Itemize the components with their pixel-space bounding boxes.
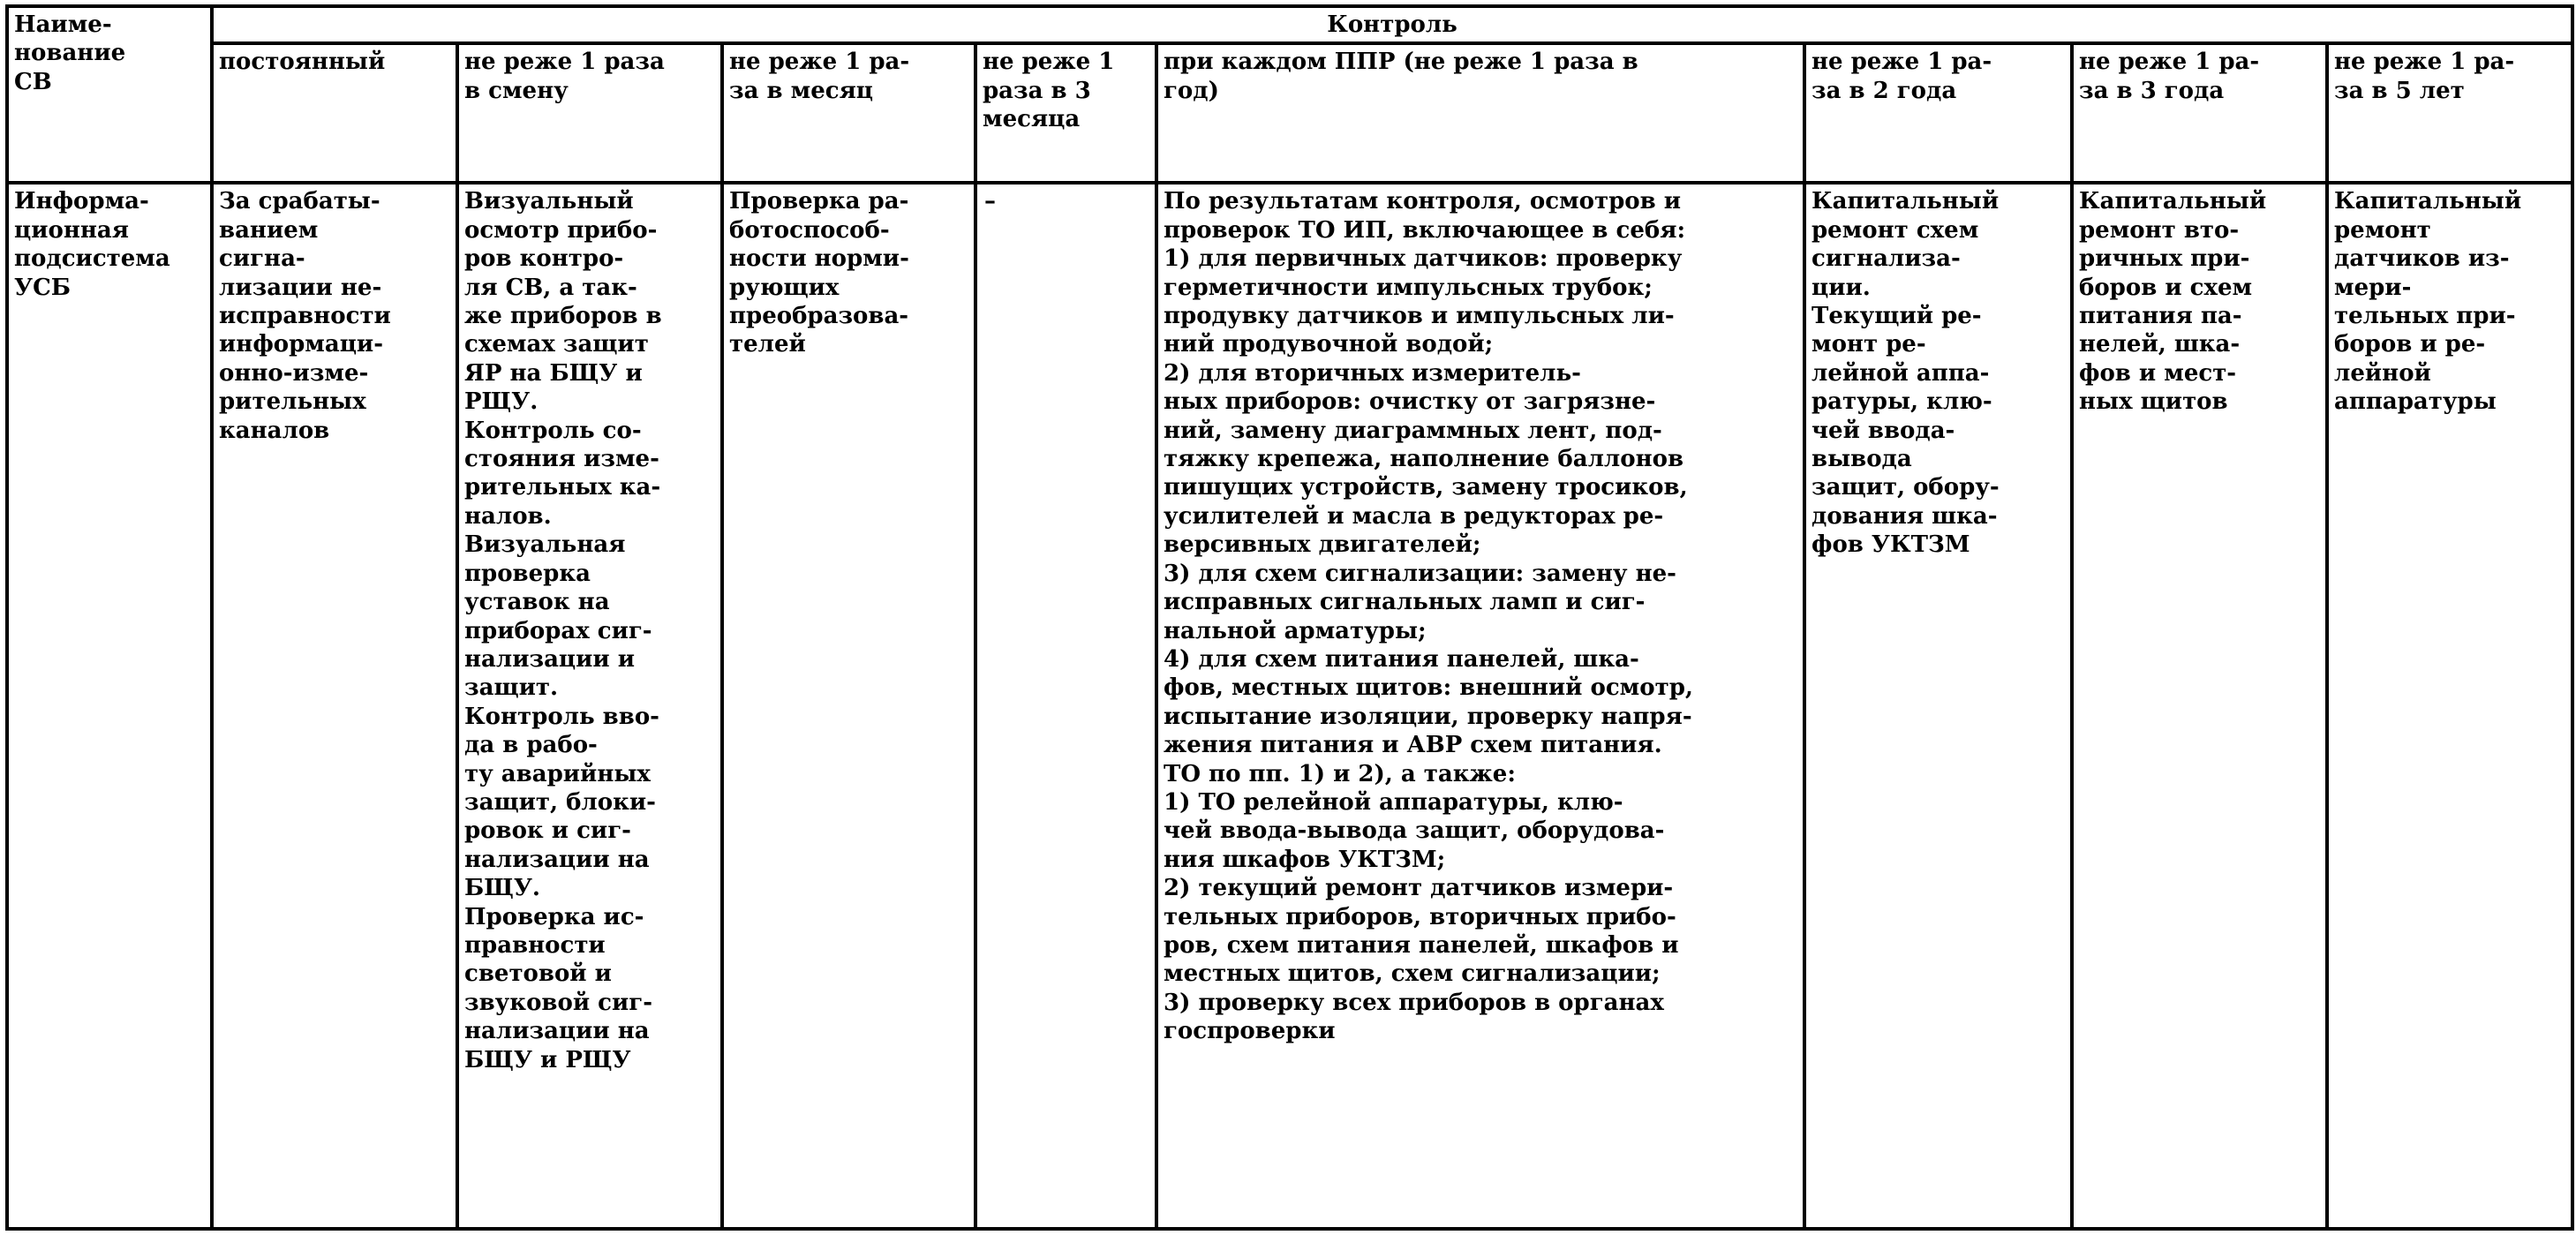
header-control-cell	[212, 6, 2572, 43]
cell-quarterly	[975, 183, 1156, 1229]
cell-text: Проверка ра- ботоспособ- ности норми- рующих преобразова- телей	[729, 188, 909, 358]
header-period-label: при каждом ППР (не реже 1 раза в год)	[1164, 49, 1638, 104]
row-name-text: Информа- ционная подсистема УСБ	[14, 188, 170, 301]
header-period-label: постоянный	[219, 49, 386, 76]
cell-3-years	[2072, 183, 2327, 1229]
row-name-cell	[7, 183, 212, 1229]
cell-constant	[212, 183, 457, 1229]
header-period-ppr	[1156, 43, 1804, 183]
cell-ppr	[1156, 183, 1804, 1229]
cell-text: –	[984, 188, 996, 215]
document-page	[5, 4, 2571, 1231]
header-period-label: не реже 1 раза в смену	[464, 49, 665, 104]
cell-text: Капитальный ремонт датчиков из- мери- тельных при- боров и ре- лейной аппаратуры	[2334, 188, 2522, 416]
header-period-quarterly	[975, 43, 1156, 183]
header-row-top	[7, 6, 2572, 43]
cell-text: Капитальный ремонт схем сигнализа- ции. Текущий ре- монт ре- лейной аппа- ратуры, клю- чей ввода- вывода защит, обору- дования шка- фов УКТЗМ	[1811, 188, 2000, 559]
cell-5-years	[2327, 183, 2572, 1229]
header-period-per-shift	[457, 43, 722, 183]
header-period-constant	[212, 43, 457, 183]
maintenance-schedule-table	[5, 4, 2574, 1231]
header-period-label: не реже 1 ра- за в 3 года	[2079, 49, 2260, 104]
header-period-label: не реже 1 раза в 3 месяца	[983, 49, 1115, 133]
cell-text: За срабаты- ванием сигна- лизации не- исправности информаци- онно-изме- рительных каналов	[219, 188, 391, 444]
header-row-periods	[7, 43, 2572, 183]
table-row	[7, 183, 2572, 1229]
header-name-label: Наиме- нование СВ	[14, 11, 126, 95]
header-period-2-years	[1804, 43, 2072, 183]
header-control-title: Контроль	[1327, 11, 1457, 38]
header-period-label: не реже 1 ра- за в 5 лет	[2334, 49, 2515, 104]
header-period-3-years	[2072, 43, 2327, 183]
cell-monthly	[722, 183, 975, 1229]
header-period-label: не реже 1 ра- за в месяц	[729, 49, 910, 104]
cell-text: По результатам контроля, осмотров и проверок ТО ИП, включающее в себя: 1) для первичных датчиков: проверку герметичности импульсных трубок; продувку датчиков и импульсных ли- ний продувочной водой; 2) для вторичных измеритель- ных приборов: очистку от загрязне- ний, замену диаграммных лент, под- тяжку крепежа, наполнение баллонов пишущих устройств, замену тросиков, усилителей и масла в редукторах ре- версивных двигателей; 3) для схем сигнализации: замену не- исправных сигнальных ламп и сиг- нальной арматуры; 4) для схем питания панелей, шка- фов, местных щитов: внешний осмотр, испытание изоляции, проверку напря- жения питания и АВР схем питания. ТО по пп. 1) и 2), а также: 1) ТО релейной аппаратуры, клю- чей ввода-вывода защит, оборудова- ния шкафов УКТЗМ; 2) текущий ремонт датчиков измери- тельных приборов, вторичных прибо- ров, схем питания панелей, шкафов и местных щитов, схем сигнализации; 3) проверку всех приборов в органах госпроверки	[1164, 188, 1693, 1045]
header-period-5-years	[2327, 43, 2572, 183]
cell-text: Капитальный ремонт вто- ричных при- боров и схем питания па- нелей, шка- фов и мест- ных щитов	[2079, 188, 2267, 416]
header-period-label: не реже 1 ра- за в 2 года	[1811, 49, 1992, 104]
cell-per-shift	[457, 183, 722, 1229]
header-name-cell	[7, 6, 212, 183]
cell-2-years	[1804, 183, 2072, 1229]
header-period-monthly	[722, 43, 975, 183]
cell-text: Визуальный осмотр прибо- ров контро- ля СВ, а так- же приборов в схемах защит ЯР на БЩУ и РЩУ. Контроль со- стояния изме- рительных ка- налов. Визуальная проверка уставок на приборах сиг- нализации и защит. Контроль вво- да в рабо- ту аварийных защит, блоки- ровок и сиг- нализации на БЩУ. Проверка ис- правности световой и звуковой сиг- нализации на БЩУ и РЩУ	[464, 188, 662, 1073]
